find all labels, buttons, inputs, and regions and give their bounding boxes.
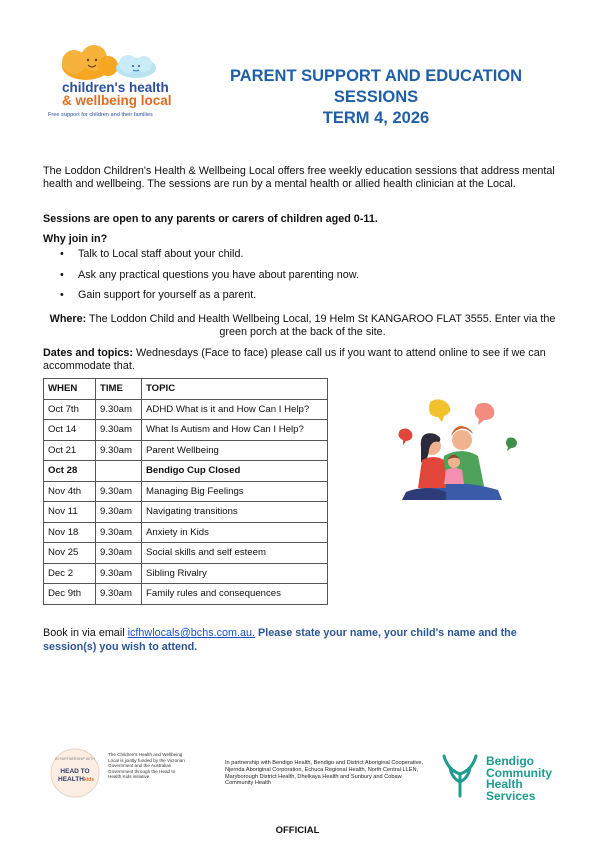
dates-label: Dates and topics: <box>43 347 133 359</box>
cell-time: 9.30am <box>96 502 142 523</box>
dates-paragraph <box>43 347 563 374</box>
cell-time: 9.30am <box>96 481 142 502</box>
logo-line2: & wellbeing local <box>62 93 172 108</box>
title-line2: SESSIONS <box>333 88 419 106</box>
where-text: The Loddon Child and Health Wellbeing Local, 19 Helm St KANGAROO FLAT 3555. Enter via the green porch at the back of the site. <box>89 313 556 339</box>
cell-time: 9.30am <box>96 440 142 461</box>
cell-time: 9.30am <box>96 543 142 564</box>
booking-instructions: Please state your name, your child's name and the session(s) you wish to attend. <box>43 627 517 653</box>
cell-when: Oct 21 <box>44 440 96 461</box>
official-marking: OFFICIAL <box>275 825 320 836</box>
badge-kids: kids <box>83 777 95 783</box>
schedule-body <box>44 399 328 604</box>
cell-topic: Family rules and consequences <box>142 584 328 605</box>
header-when: WHEN <box>44 379 96 400</box>
cell-time: 9.30am <box>96 563 142 584</box>
bchs-logo-icon <box>440 752 480 798</box>
table-row <box>44 440 328 461</box>
cell-when: Oct 14 <box>44 420 96 441</box>
dates-text: Wednesdays (Face to face) please call us if you want to attend online to see if we can accommodate that. <box>43 347 546 373</box>
header-topic: TOPIC <box>142 379 328 400</box>
bchs-line4: Services <box>486 788 536 803</box>
page-title <box>195 66 557 129</box>
table-row <box>44 420 328 441</box>
cell-when: Dec 2 <box>44 563 96 584</box>
cell-when: Nov 25 <box>44 543 96 564</box>
bchs-line2: Community <box>486 765 552 780</box>
cell-topic: Parent Wellbeing <box>142 440 328 461</box>
family-illustration <box>358 396 528 508</box>
cell-when: Nov 4th <box>44 481 96 502</box>
cell-when: Oct 7th <box>44 399 96 420</box>
cell-topic: Bendigo Cup Closed <box>142 461 328 482</box>
cell-time: 9.30am <box>96 522 142 543</box>
cell-topic: What Is Autism and How Can I Help? <box>142 420 328 441</box>
cell-when: Oct 28 <box>44 461 96 482</box>
cell-topic: Social skills and self esteem <box>142 543 328 564</box>
cell-time: 9.30am <box>96 399 142 420</box>
badge-line2: HEALTH <box>58 776 84 783</box>
table-header-row <box>44 379 328 400</box>
cell-time: 9.30am <box>96 584 142 605</box>
funding-statement: The Children's Health and Wellbeing Local is jointly funded by the Victorian Government and the Australian Government through the Head to Health Kids initiative. <box>108 752 185 780</box>
why-item: • Gain support for yourself as a parent. <box>56 289 359 310</box>
table-row <box>44 502 328 523</box>
table-row <box>44 399 328 420</box>
table-row <box>44 522 328 543</box>
booking-prefix: Book in via email <box>43 627 128 639</box>
schedule-table <box>43 378 328 605</box>
cell-topic: ADHD What is it and How Can I Help? <box>142 399 328 420</box>
title-line1: PARENT SUPPORT AND EDUCATION <box>229 67 523 85</box>
logo-line1: children's health <box>62 80 169 95</box>
booking-email-link[interactable]: icfhwlocals@bchs.com.au. <box>127 627 255 639</box>
cell-topic: Sibling Rivalry <box>142 563 328 584</box>
cell-time <box>96 461 142 482</box>
cell-time: 9.30am <box>96 420 142 441</box>
intro-paragraph: The Loddon Children's Health & Wellbeing Local offers free weekly education sessions that address mental health and wellbeing. The sessions are run by a mental health or allied health clinician at the Local. <box>43 165 555 191</box>
why-heading: Why join in? <box>43 233 108 245</box>
cell-when: Nov 18 <box>44 522 96 543</box>
open-to-statement: Sessions are open to any parents or carers of children aged 0-11. <box>43 213 378 225</box>
why-item: • Talk to Local staff about your child. <box>56 248 359 269</box>
booking-paragraph <box>43 626 563 654</box>
cell-topic: Anxiety in Kids <box>142 522 328 543</box>
cell-topic: Navigating transitions <box>142 502 328 523</box>
head-to-health-badge <box>50 748 100 798</box>
table-row <box>44 481 328 502</box>
cell-topic: Managing Big Feelings <box>142 481 328 502</box>
header-time: TIME <box>96 379 142 400</box>
bchs-line3: Health <box>486 777 523 791</box>
table-row <box>44 461 328 482</box>
table-row <box>44 563 328 584</box>
where-label: Where: <box>49 313 87 325</box>
cell-when: Nov 11 <box>44 502 96 523</box>
where-paragraph <box>40 313 565 340</box>
table-row <box>44 543 328 564</box>
bchs-wordmark <box>486 756 552 802</box>
bchs-line1: Bendigo <box>486 754 534 768</box>
why-list <box>56 248 359 310</box>
badge-top-text: IN PARTNERSHIP WITH <box>55 757 95 761</box>
title-line3: TERM 4, 2026 <box>322 109 430 127</box>
badge-line1: HEAD TO <box>60 768 90 775</box>
table-row <box>44 584 328 605</box>
partnership-statement: In partnership with Bendigo Health, Bendigo and District Aboriginal Cooperative, Njernda Aboriginal Corporation, Echuca Regional Health, North Central LLEN, Maryborough District Health, Dhelkaya Health and Sunbury and Cobaw Community Health <box>225 760 424 787</box>
why-item: • Ask any practical questions you have about parenting now. <box>56 269 359 290</box>
cell-when: Dec 9th <box>44 584 96 605</box>
logo-tagline: Free support for children and their families <box>48 112 153 118</box>
logo-wordmark <box>62 81 172 107</box>
